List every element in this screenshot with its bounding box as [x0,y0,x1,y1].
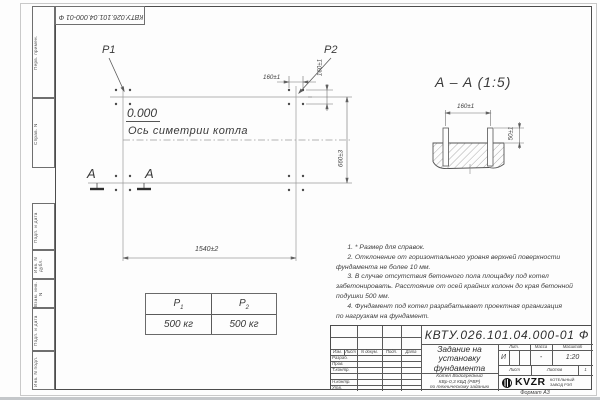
title-line: установку [438,353,481,364]
symmetry-axis-label: Ось симетрии котла [128,125,249,137]
section-letter-right: A [145,166,154,181]
scale-value: 1:20 [565,354,580,361]
sheet-label: Лист [509,367,520,372]
load-table-header-p2 [212,294,276,314]
load-point-1-label: P1 [102,44,116,56]
col-list: Лист [345,349,356,354]
section-view-concrete-pad [433,128,504,174]
logo-caption-line: ЗАВОД РЭП [550,381,573,387]
title-line: Задание на [437,345,482,354]
note-line: 2. Отклонение от горизонтального уровня верхней поверхности [336,253,561,261]
logo-caption-line: КОТЕЛЬНЫЙ [550,377,575,382]
load-point-2-label: P2 [324,44,338,56]
section-letter-left: A [87,166,96,181]
row-razrab: Разраб. [332,355,348,360]
col-podp: Подп. [385,349,398,354]
mass-value: - [539,354,543,361]
format-label: Формат А3 [520,390,550,396]
margin-label: Справ. N [33,123,38,145]
note-line: забетонировать. Расстояние от осей крайних колонн до края бетонной [336,283,573,291]
col-ndokum: N докум. [361,349,378,354]
section-view-title: A – A (1:5) [435,74,512,90]
logo-area [498,375,593,391]
row-utv: Утв. [332,385,342,390]
note-line: по нагрузкам на фундамент. [336,312,430,320]
lit-value: И [500,354,506,361]
title-block [330,325,592,390]
subtitle-line: Котел Водогрейный [436,374,483,379]
sheets-value: 1 [584,367,587,372]
col-data: Дата [405,349,417,354]
kvzr-logo-icon [502,378,512,388]
document-title [421,345,498,373]
load-table [145,293,277,335]
dim-bolt-spacing-horizontal [277,76,316,88]
dim-label-1540: 1540±2 [195,246,219,253]
load-table-header-p1 [146,294,211,314]
note-line: 3. В случае отсутствия бетонного пола площадку под котел [336,273,549,281]
margin-label: Инв. N дубл. [33,257,43,274]
margin-label: Взам. инв. N [33,281,43,308]
load-leader-lines [109,58,331,93]
scale-label: Масштаб [562,344,583,349]
dim-section-bolt-spacing [446,110,491,126]
load-table-value-p1: 500 кг [163,319,194,330]
dim-bolt-spacing-vertical [306,84,333,111]
elevation-mark: 0.000 [126,106,160,122]
margin-label: Перв. примен. [33,35,38,71]
mass-label: Масса [534,344,548,349]
notes-block [336,243,592,321]
load-name: P [173,298,181,309]
dim-label-section-160: 160±1 [457,103,475,110]
document-subtitle [421,374,498,391]
title-line: фундамента [433,362,486,373]
dim-label-160-horizontal: 160±1 [263,74,281,81]
load-sub: 2 [245,305,249,311]
note-line: 1. * Размер для справок. [336,244,425,251]
dim-label-660: 660±3 [337,149,345,168]
row-prov: Пров. [332,361,344,366]
load-name: P [238,298,246,309]
lit-label: Лит. [509,344,519,349]
subtitle-line: КВр-0,3 КБД (РВР) [438,379,481,385]
sheets-label: Листов [546,367,563,372]
note-line: фундамента не более 10 мм. [336,263,431,271]
row-tkontr: Т.контр. [332,367,350,372]
note-line: подушки 500 мм. [336,292,390,300]
kvzr-logo-text: KVZR [515,376,546,388]
col-izm: Изм. [333,349,342,354]
load-sub: 1 [180,305,184,311]
dim-label-50: 50±1 [507,126,515,141]
load-table-value-p2: 500 кг [229,319,259,330]
subtitle-line: по техническому заданию [429,385,490,391]
section-cut-marks [90,183,151,190]
note-line: 4. Фундамент под котел разрабатывает проектная организация [336,302,562,310]
margin-label: Инв. N подл. [33,356,38,387]
top-stamp-text: КВТУ.026.101.04.000-01 Ф [58,13,144,20]
margin-label: Подп. и дата [33,212,38,243]
doc-number: КВТУ.026.101.04.000-01 Ф [424,328,590,342]
dim-label-160-vertical: 160±1 [316,58,324,77]
row-nkontr: Н.контр. [332,379,351,384]
dim-column-spacing [123,257,296,259]
margin-label: Подп. и дата [33,315,38,346]
logo-caption [550,378,574,387]
